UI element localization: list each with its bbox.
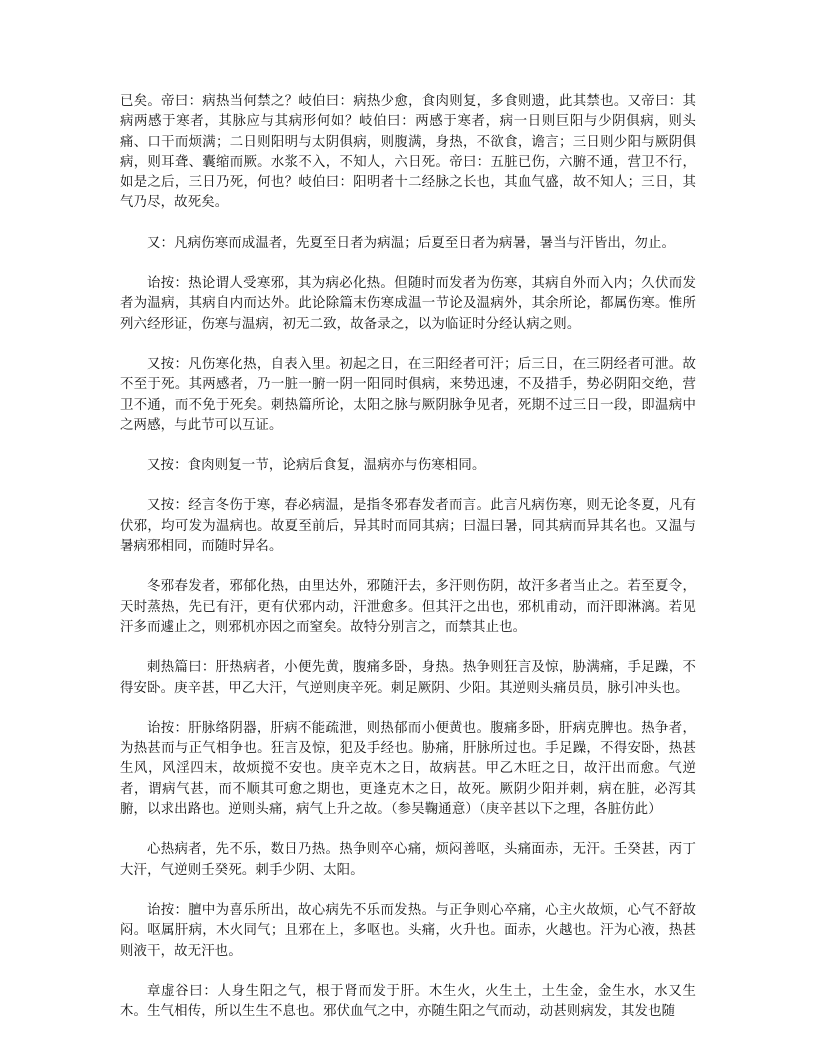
paragraph-12: 章虚谷曰：人身生阳之气，根于肾而发于肝。木生火，火生土，土生金，金生水，水又生木。生气相传，所以生生不息也。邪伏血气之中，亦随生阳之气而动，动甚则病发，其发也随 bbox=[120, 983, 696, 1020]
paragraph-1: 已矣。帝曰：病热当何禁之？岐伯曰：病热少愈，食肉则复，多食则遗，此其禁也。又帝曰：其病两感于寒者，其脉应与其病形何如？岐伯曰：两感于寒者，病一日则巨阳与少阴俱病，则头痛、口干而烦满；二日则阳明与太阴俱病，则腹满，身热，不欲食，谵言；三日则少阳与厥阴俱病，则耳聋、囊缩而厥。水浆不入，不知人，六日死。帝曰：五脏已伤，六腑不通，营卫不行，如是之后，三日乃死，何也？岐伯曰：阳明者十二经脉之长也，其血气盛，故不知人；三日，其气乃尽，故死矣。 bbox=[120, 94, 696, 211]
paragraph-5: 又按：食肉则复一节，论病后食复，温病亦与伤寒相同。 bbox=[147, 458, 486, 474]
paragraph-9: 诒按：肝脉络阴器，肝病不能疏泄，则热郁而小便黄也。腹痛多卧，肝病克脾也。热争者，为热甚而与正气相争也。狂言及惊，犯及手经也。胁痛，肝脉所过也。手足躁，不得安卧，热甚生风，风淫四末，故烦搅不安也。庚辛克木之日，故病甚。甲乙木旺之日，故汗出而愈。气逆者，谓病气甚，而不顺其可愈之期也，更逢克木之日，故死。厥阴少阳并刺，病在脏，必泻其腑，以求出路也。逆则头痛，病气上升之故。（参吴鞠通意）（庚辛甚以下之理，各脏仿此） bbox=[120, 720, 696, 818]
paragraph-7: 冬邪春发者，邪郁化热，由里达外，邪随汗去，多汗则伤阴，故汗多者当止之。若至夏令，天时蒸热，先已有汗，更有伏邪内动，汗泄愈多。但其汗之出也，邪机甫动，而汗即淋漓。若见汗多而遽止之，则邪机亦因之而窒矣。故特分别言之，而禁其止也。 bbox=[120, 579, 696, 635]
document-page bbox=[120, 92, 696, 1042]
paragraph-4: 又按：凡伤寒化热，自表入里。初起之日，在三阳经者可汗；后三日，在三阴经者可泄。故不至于死。其两感者，乃一脏一腑一阴一阳同时俱病，来势迅速，不及措手，势必阴阳交绝，营卫不通，而不免于死矣。刺热篇所论，太阳之脉与厥阴脉争见者，死期不过三日一段，即温病中之两感，与此节可以互证。 bbox=[120, 356, 696, 433]
paragraph-6: 又按：经言冬伤于寒，春必病温，是指冬邪春发者而言。此言凡病伤寒，则无论冬夏，凡有伏邪，均可发为温病也。故夏至前后，异其时而同其病；曰温曰暑，同其病而异其名也。又温与暑病邪相同，而随时异名。 bbox=[120, 498, 696, 555]
paragraph-8: 刺热篇曰：肝热病者，小便先黄，腹痛多卧，身热。热争则狂言及惊，胁满痛，手足躁，不得安卧。庚辛甚，甲乙大汗，气逆则庚辛死。刺足厥阴、少阳。其逆则头痛员员，脉引冲头也。 bbox=[120, 660, 696, 696]
paragraph-11: 诒按：膻中为喜乐所出，故心病先不乐而发热。与正争则心卒痛，心主火故烦，心气不舒故闷。呕属肝病，木火同气；且邪在上，多呕也。头痛，火升也。面赤，火越也。汗为心液，热甚则液干，故无汗也。 bbox=[120, 902, 696, 959]
paragraph-3: 诒按：热论谓人受寒邪，其为病必化热。但随时而发者为伤寒，其病自外而入内；久伏而发者为温病，其病自内而达外。此论除篇末伤寒成温一节论及温病外，其余所论，都属伤寒。惟所列六经形证，伤寒与温病，初无二致，故备录之，以为临证时分经认病之则。 bbox=[120, 276, 696, 332]
paragraph-10: 心热病者，先不乐，数日乃热。热争则卒心痛，烦闷善呕，头痛面赤，无汗。壬癸甚，丙丁大汗，气逆则壬癸死。刺手少阴、太阳。 bbox=[120, 842, 696, 878]
paragraph-2: 又：凡病伤寒而成温者，先夏至日者为病温；后夏至日者为病暑，暑当与汗皆出，勿止。 bbox=[147, 235, 676, 251]
